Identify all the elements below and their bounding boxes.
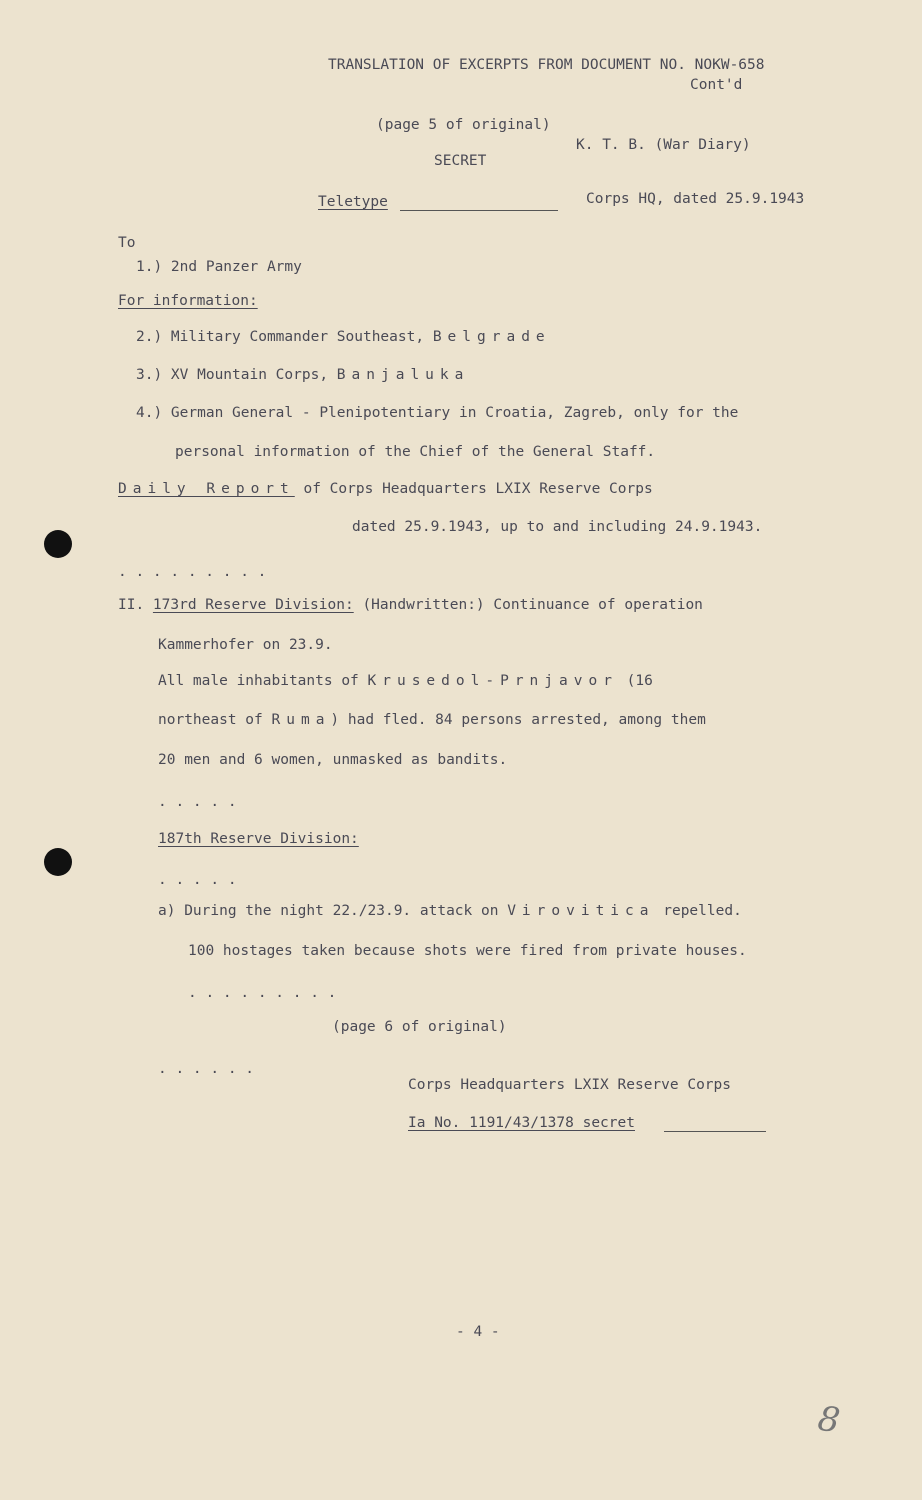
division-187-heading: 187th Reserve Division:	[158, 831, 359, 847]
omission-dots-1: . . . . . . . . .	[118, 564, 267, 580]
document-title: TRANSLATION OF EXCERPTS FROM DOCUMENT NO. NOKW-658	[328, 57, 765, 73]
for-information-label: For information:	[118, 293, 258, 309]
teletype-label: Teletype	[318, 194, 388, 210]
recipient-3: 3.) XV Mountain Corps, Banjaluka	[136, 367, 470, 383]
section-ii-heading: II. 173rd Reserve Division: (Handwritten:) Continuance of operation	[118, 597, 703, 613]
page-number: - 4 -	[456, 1324, 500, 1340]
omission-dots-4: . . . . . . . . .	[188, 985, 337, 1001]
reference-underline	[664, 1131, 766, 1132]
recipient-1: 1.) 2nd Panzer Army	[136, 259, 302, 275]
section-ii-line-3: All male inhabitants of Krusedol-Prnjavor (16	[158, 673, 653, 689]
handwritten-mark: 8	[815, 1398, 843, 1442]
teletype-underline	[400, 210, 558, 211]
omission-dots-5: . . . . . .	[158, 1061, 255, 1077]
punch-hole-top	[44, 530, 72, 558]
to-label: To	[118, 235, 136, 251]
item-a-line-1: a) During the night 22./23.9. attack on Virovitica repelled.	[158, 903, 742, 919]
section-ii-line-2: Kammerhofer on 23.9.	[158, 637, 333, 653]
signature-reference: Ia No. 1191/43/1378 secret	[408, 1115, 635, 1131]
item-a-line-2: 100 hostages taken because shots were fired from private houses.	[188, 943, 747, 959]
section-ii-line-4: northeast of Ruma) had fled. 84 persons arrested, among them	[158, 712, 706, 728]
recipient-4-line-1: 4.) German General - Plenipotentiary in Croatia, Zagreb, only for the	[136, 405, 739, 421]
omission-dots-2: . . . . .	[158, 794, 237, 810]
page-of-original-5: (page 5 of original)	[376, 117, 551, 133]
corps-hq-date: Corps HQ, dated 25.9.1943	[586, 191, 805, 207]
page-of-original-6: (page 6 of original)	[332, 1019, 507, 1035]
section-ii-line-5: 20 men and 6 women, unmasked as bandits.	[158, 752, 508, 768]
punch-hole-bottom	[44, 848, 72, 876]
contd-label: Cont'd	[690, 77, 743, 93]
daily-report-dated: dated 25.9.1943, up to and including 24.9.1943.	[352, 519, 763, 535]
recipient-2: 2.) Military Commander Southeast, Belgrade	[136, 329, 551, 345]
signature-corps: Corps Headquarters LXIX Reserve Corps	[408, 1077, 732, 1093]
omission-dots-3: . . . . .	[158, 872, 237, 888]
secret-label: SECRET	[434, 153, 487, 169]
ktb-label: K. T. B. (War Diary)	[576, 137, 751, 153]
daily-report-heading: Daily Report of Corps Headquarters LXIX Reserve Corps	[118, 481, 653, 497]
recipient-4-line-2: personal information of the Chief of the General Staff.	[175, 444, 656, 460]
